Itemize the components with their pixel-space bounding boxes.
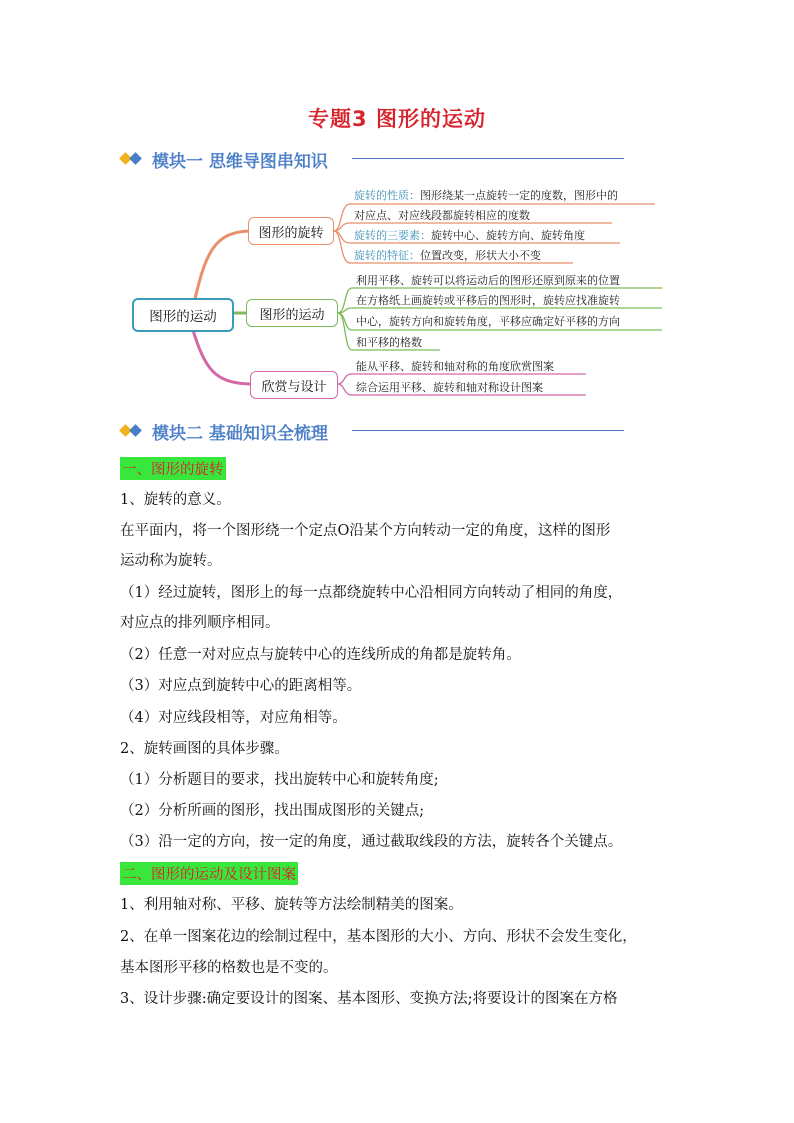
leaf-rotation-property-cont: 对应点、对应线段都旋转相应的度数 xyxy=(354,209,530,222)
section1-line: （1）经过旋转，图形上的每一点都绕旋转中心沿相同方向转动了相同的角度， xyxy=(120,585,623,601)
section1-line: （3）沿一定的方向，按一定的角度，通过截取线段的方法，旋转各个关键点。 xyxy=(120,834,623,850)
section2-heading: 二、图形的运动及设计图案 xyxy=(120,862,298,885)
leaf-design-2: 综合运用平移、旋转和轴对称设计图案 xyxy=(356,381,543,394)
section1-heading: 一、图形的旋转 xyxy=(120,457,226,480)
section1-line: 在平面内，将一个图形绕一个定点O沿某个方向转动一定的角度，这样的图形 xyxy=(120,523,611,539)
leaf-motion-4: 和平移的格数 xyxy=(356,336,422,349)
section1-line: （2）任意一对对应点与旋转中心的连线所成的角都是旋转角。 xyxy=(120,647,521,663)
section1-line: （1）分析题目的要求，找出旋转中心和旋转角度; xyxy=(120,772,439,788)
section1-line: 1、旋转的意义。 xyxy=(120,492,231,508)
diamond-icon xyxy=(120,424,146,438)
leaf-rotation-elements: 旋转的三要素：旋转中心、旋转方向、旋转角度 xyxy=(354,229,585,242)
leaf-motion-2: 在方格纸上画旋转或平移后的图形时，旋转应找准旋转 xyxy=(356,294,620,307)
mindmap xyxy=(0,0,794,420)
section1-line: 2、旋转画图的具体步骤。 xyxy=(120,741,289,757)
module2-header xyxy=(120,416,328,446)
module2-rule xyxy=(352,430,624,431)
section2-line: 3、设计步骤:确定要设计的图案、基本图形、变换方法;将要设计的图案在方格 xyxy=(120,991,618,1007)
page-title: 专题3 图形的运动 xyxy=(308,107,486,131)
module1-label: 模块一 思维导图串知识 xyxy=(152,151,328,172)
leaf-motion-3: 中心，旋转方向和旋转角度，平移应确定好平移的方向 xyxy=(356,315,620,328)
branch-motion: 图形的运动 xyxy=(246,299,338,327)
section1-line: （4）对应线段相等，对应角相等。 xyxy=(120,710,347,726)
section1-line: 运动称为旋转。 xyxy=(120,553,222,569)
leaf-rotation-property: 旋转的性质：图形绕某一点旋转一定的度数，图形中的 xyxy=(354,189,618,202)
section1-line: （2）分析所画的图形，找出围成图形的关键点; xyxy=(120,803,425,819)
leaf-design-1: 能从平移、旋转和轴对称的角度欣赏图案 xyxy=(356,360,554,373)
section1-line: 对应点的排列顺序相同。 xyxy=(120,615,280,631)
section1-line: （3）对应点到旋转中心的距离相等。 xyxy=(120,678,362,694)
leaf-rotation-feature: 旋转的特征：位置改变，形状大小不变 xyxy=(354,249,541,262)
branch-rotation: 图形的旋转 xyxy=(248,217,334,245)
section2-line: 基本图形平移的格数也是不变的。 xyxy=(120,960,338,976)
module2-label: 模块二 基础知识全梳理 xyxy=(152,423,328,444)
section2-line: 2、在单一图案花边的绘制过程中，基本图形的大小、方向、形状不会发生变化， xyxy=(120,929,637,945)
branch-design: 欣赏与设计 xyxy=(250,371,338,399)
section2-line: 1、利用轴对称、平移、旋转等方法绘制精美的图案。 xyxy=(120,897,463,913)
leaf-motion-1: 利用平移、旋转可以将运动后的图形还原到原来的位置 xyxy=(356,274,620,287)
mindmap-root: 图形的运动 xyxy=(132,298,234,332)
